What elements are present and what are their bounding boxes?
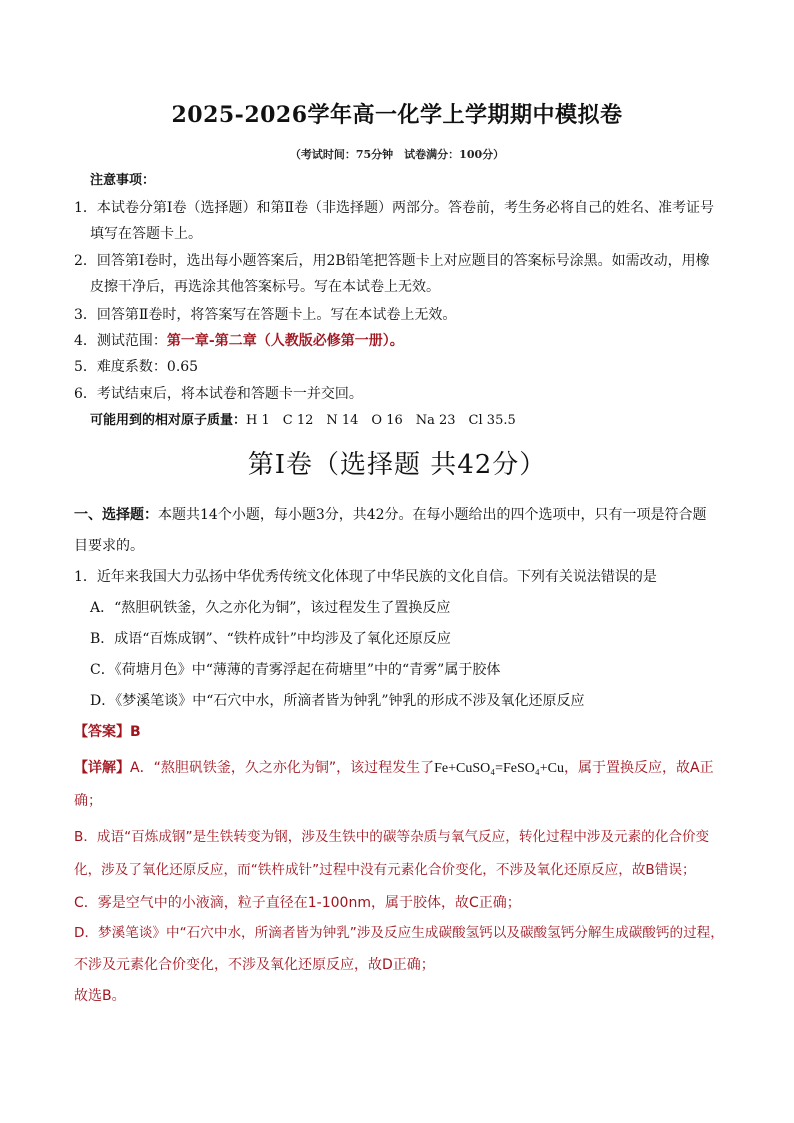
option-c: C．《荷塘月色》中“薄薄的青雾浮起在荷塘里”中的“青雾”属于胶体 [90,662,501,678]
section-instruction-cont: 目要求的。 [74,538,144,554]
detail-a-cont: 确； [74,793,102,809]
answer [74,722,734,742]
option-a: A．“熬胆矾铁釜，久之亦化为铜”，该过程发生了置换反应 [90,600,451,616]
notice-item-text: 回答第Ⅱ卷时，将答案写在答题卡上。写在本试卷上无效。 [96,307,457,323]
option-b: B．成语“百炼成钢”、“铁杵成针”中均涉及了氧化还原反应 [90,631,451,647]
notice-item-text: 难度系数：0.65 [96,359,199,375]
detail-d: D．梦溪笔谈》中“石穴中水，所滴者皆为钟乳”涉及反应生成碳酸氢钙以及碳酸氢钙分解生成碳酸钙的过程， [74,925,724,941]
section-title: 第Ⅰ卷（选择题 共42分） [247,450,547,480]
notice-item-5 [74,357,734,377]
detail-b: B．成语“百炼成钢”是生铁转变为钢，涉及生铁中的碳等杂质与氧气反应，转化过程中涉及元素的化合价变 [74,829,710,845]
detail-b-cont: 化，涉及了氧化还原反应，而“铁杵成针”过程中没有元素化合价变化，不涉及氧化还原反应，故B错误； [74,862,696,878]
exam-info: （考试时间：75分钟 试卷满分：100分） [289,148,505,161]
option-d: D．《梦溪笔谈》中“石穴中水，所滴者皆为钟乳”钟乳的形成不涉及氧化还原反应 [90,693,585,709]
detail-label: 【详解】 [74,760,130,776]
answer-label: 【答案】 [74,724,130,740]
atomic-masses [90,411,750,431]
page-title: 2025-2026学年高一化学上学期期中模拟卷 [171,102,623,128]
answer-value: B [130,724,141,740]
conclusion: 故选B。 [74,988,126,1004]
section-instruction-label: 一、选择题： [74,507,158,523]
notice-item-number: 4． [74,333,97,349]
notice-item-number: 3． [74,307,97,323]
notice-item-number: 2． [74,253,97,269]
notice-item-text: 考试结束后，将本试卷和答题卡一并交回。 [96,386,363,402]
notice-item-text: 回答第Ⅰ卷时，选出每小题答案后，用2B铅笔把答题卡上对应题目的答案标号涂黑。如需改动，用橡 [96,253,710,269]
notice-item-2 [74,251,734,271]
test-scope: 第一章-第二章（人教版必修第一册）。 [166,333,404,349]
detail-a-suffix: ，属于置换反应，故A正 [564,760,714,776]
reaction-formula: Fe+CuSO₄=FeSO₄+Cu [434,761,565,776]
atomic-masses-label: 可能用到的相对原子质量： [90,413,247,428]
detail-c: C．雾是空气中的小液滴，粒子直径在1-100nm，属于胶体，故C正确； [74,895,521,911]
notice-item-1-cont: 填写在答题卡上。 [90,226,202,242]
question-stem: 1．近年来我国大力弘扬中华优秀传统文化体现了中华民族的文化自信。下列有关说法错误的是 [74,569,657,585]
notice-item-number: 5． [74,359,97,375]
notice-item-text: 本试卷分第Ⅰ卷（选择题）和第Ⅱ卷（非选择题）两部分。答卷前，考生务必将自己的姓名、准考证号 [96,200,714,216]
section-instruction [74,505,734,525]
detail-a [74,758,734,779]
section-instruction-text: 本题共14个小题，每小题3分，共42分。在每小题给出的四个选项中，只有一项是符合题 [158,507,707,523]
detail-d-cont: 不涉及元素化合价变化，不涉及氧化还原反应，故D正确； [74,957,435,973]
notice-item-1 [74,198,734,218]
notice-heading: 注意事项： [90,173,156,188]
notice-item-label: 测试范围： [96,333,167,349]
notice-item-4 [74,331,734,351]
detail-a-text: A．“熬胆矾铁釜，久之亦化为铜”，该过程发生了 [130,760,435,776]
notice-item-2-cont: 皮擦干净后，再选涂其他答案标号。写在本试卷上无效。 [90,279,440,295]
atomic-masses-values: H 1 C 12 N 14 O 16 Na 23 Cl 35.5 [246,413,516,428]
notice-item-6 [74,384,734,404]
notice-item-3 [74,305,734,325]
notice-item-number: 6． [74,386,97,402]
notice-item-number: 1． [74,200,97,216]
